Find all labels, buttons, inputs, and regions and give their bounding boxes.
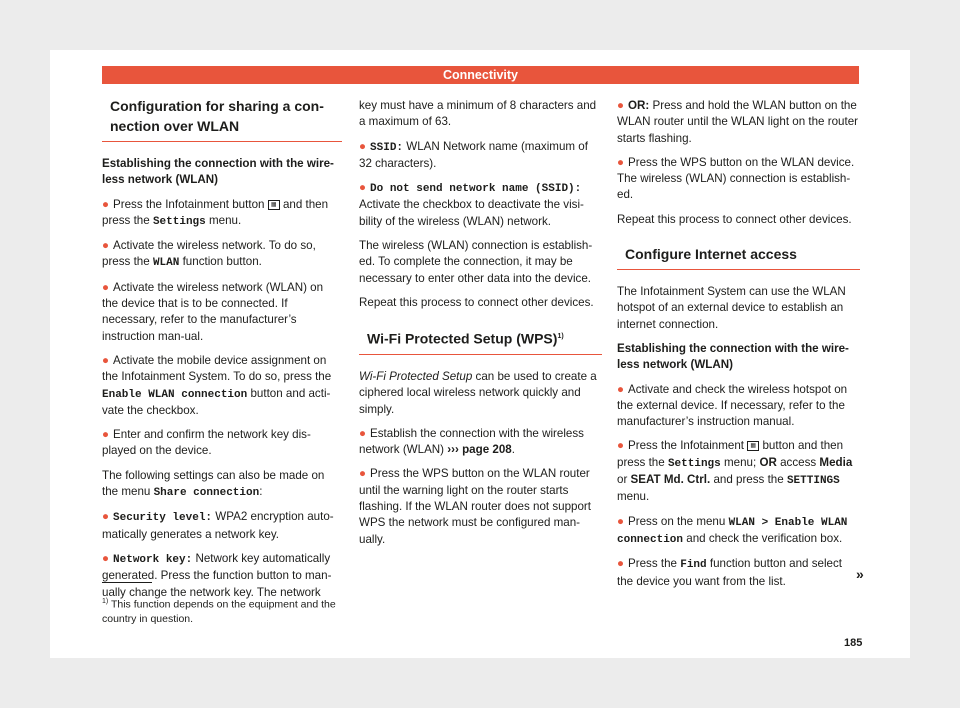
bullet-icon: ● [102,510,110,524]
paragraph: Repeat this process to connect other devices. [617,212,852,226]
bullet-icon: ● [102,551,110,565]
list-item: ● Establish the connection with the wireless network (WLAN) ››› page 208. [359,426,584,457]
section-title-sharing: Configuration for sharing a con-nection over WLAN [102,96,342,142]
column-3 [617,98,860,598]
list-item: ● Press the WPS button on the WLAN router until the warning light on the router starts flashing. If the WLAN router does not support WPS the network must be configured man-ually. [359,467,591,546]
paragraph: The wireless (WLAN) connection is establish-ed. To complete the connection, it may be necessary to enter other data into the device. [359,239,593,285]
bullet-icon: ● [617,382,625,396]
column-1 [102,96,342,609]
bullet-icon: ● [102,197,110,211]
paragraph: The following settings can also be made on the menu Share connection: [102,468,325,500]
list-item: ● Press the Infotainment button ▦ and then press the Settings menu. [102,197,329,228]
list-item: ● Press the WPS button on the WLAN device. The wireless (WLAN) connection is establish-ed. [617,155,855,202]
list-item: ● Activate the wireless network (WLAN) on the device that is to be connected. If necessary, refer to the manufacturer’s instruction man-ual. [102,280,324,343]
list-item: ● Activate and check the wireless hotspot on the external device. If necessary, refer to the manufacturer’s instruction manual. [617,382,848,429]
footnote-divider [102,582,152,583]
paragraph: Repeat this process to connect other devices. [359,295,594,309]
bullet-icon: ● [617,439,625,453]
bullet-icon: ● [617,99,625,112]
continue-marker: » [856,566,864,582]
bullet-icon: ● [359,426,367,440]
bullet-icon: ● [359,467,367,481]
subheading: Establishing the connection with the wire-less network (WLAN) [102,157,334,187]
section-title-wps: Wi-Fi Protected Setup (WPS)$^{1)}$ [359,327,602,355]
list-item: ● Security level: WPA2 encryption auto-matically generates a network key. [102,510,334,541]
bullet-icon: ● [102,280,110,294]
page-number: 185 [844,637,863,649]
list-item: ● Activate the mobile device assignment on the Infotainment System. To do so, press the Enable WLAN connection button and acti-vate the checkbox. [102,353,332,417]
chapter-header: Connectivity [102,66,859,84]
subheading: Establishing the connection with the wire-less network (WLAN) [617,341,849,372]
list-item: ● Activate the wireless network. To do so, press the WLAN function button. [102,239,316,270]
footnote: $^{1)}$ This function depends on the equipment and the country in question. [102,598,336,625]
bullet-icon: ● [617,155,625,169]
list-item: ● SSID: WLAN Network name (maximum of 32 characters). [359,139,588,170]
column-2 [359,98,602,556]
list-item: ● Do not send network name (SSID): Activate the checkbox to deactivate the visi-bility of the wireless (WLAN) network. [359,181,584,228]
list-item: ● Enter and confirm the network key dis-played on the device. [102,428,311,458]
footnote-ref: 1) [557,333,564,341]
list-item: ● OR: Press and hold the WLAN button on the WLAN router until the WLAN light on the router starts flashing. [617,99,859,145]
paragraph: key must have a minimum of 8 characters and a maximum of 63. [359,99,597,129]
list-item: ● Press the Find function button and select the device you want from the list. [617,557,843,588]
bullet-icon: ● [359,181,367,195]
bullet-icon: ● [617,514,625,528]
list-item: ● Press on the menu WLAN > Enable WLAN connection and check the verification box. [617,514,848,546]
paragraph: Wi-Fi Protected Setup can be used to create a ciphered local wireless network quickly and simply. [359,369,597,416]
list-item: ● Press the Infotainment ▦ button and then press the Settings menu; OR access Media or SEAT Md. Ctrl. and press the SETTINGS menu. [617,439,853,504]
bullet-icon: ● [102,353,110,367]
page-link[interactable]: ››› page 208 [447,443,512,457]
list-item: ● Network key: Network key automatically generated. Press the function button to man-ually change the network key. The network [102,551,332,599]
bullet-icon: ● [617,557,625,571]
bullet-icon: ● [102,428,110,442]
paragraph: The Infotainment System can use the WLAN hotspot of an external device to establish an internet connection. [617,285,846,331]
section-title-internet: Configure Internet access [617,244,860,270]
bullet-icon: ● [359,139,367,153]
bullet-icon: ● [102,239,110,253]
infotainment-menu-icon: ▦ [747,441,759,451]
infotainment-menu-icon: ▦ [268,200,280,210]
